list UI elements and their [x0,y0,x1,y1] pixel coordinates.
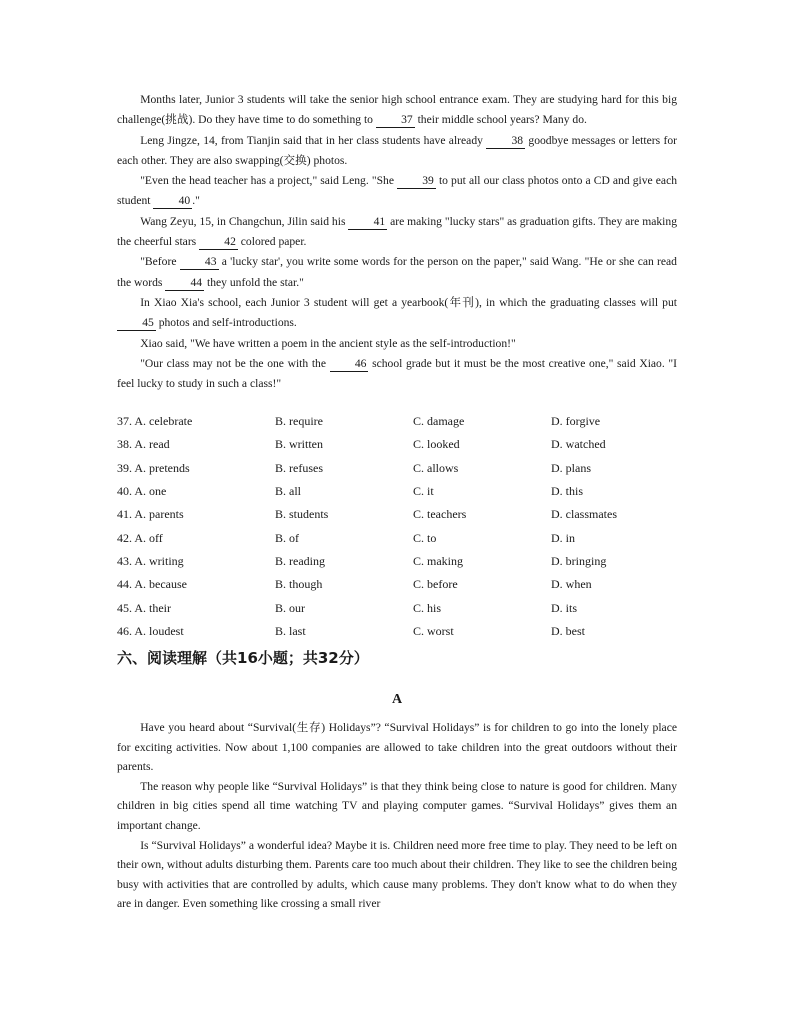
cloze-text: "Before [140,255,177,269]
cloze-paragraph-4 [117,212,677,253]
blank-46: 46 [330,357,369,372]
cloze-text: "Even the head teacher has a project," said Leng. "She [140,174,394,188]
option-d: D. in [551,530,575,545]
option-d: D. bringing [551,553,607,568]
option-row-45 [117,596,677,619]
option-c: C. to [413,530,437,545]
cloze-text: school grade but it must be the most creative one," said Xiao. "I feel lucky to study in such a class!" [117,356,677,391]
option-row-40 [117,480,677,503]
cloze-text: Xiao said, "We have written a poem in the ancient style as the self-introduction!" [140,336,516,350]
cloze-passage [117,90,677,394]
option-a: 45. A. their [117,600,171,615]
option-row-37 [117,410,677,433]
option-row-42 [117,526,677,549]
option-row-41 [117,503,677,526]
cloze-text: colored paper. [240,235,307,249]
option-c: C. allows [413,460,459,475]
option-c: C. looked [413,437,460,452]
option-row-38 [117,433,677,456]
option-a: 43. A. writing [117,553,184,568]
option-b: B. require [275,414,323,429]
option-b: B. reading [275,553,325,568]
cloze-paragraph-8 [117,354,677,395]
cloze-text: "Our class may not be the one with the [140,356,327,370]
option-a: 41. A. parents [117,507,184,522]
option-c: C. teachers [413,507,467,522]
blank-39: 39 [397,174,436,189]
blank-41: 41 [348,215,387,230]
option-a: 37. A. celebrate [117,414,193,429]
blank-37: 37 [376,113,415,128]
cloze-text: Wang Zeyu, 15, in Changchun, Jilin said his [140,214,346,228]
blank-45: 45 [117,316,156,331]
option-b: B. students [275,507,329,522]
cloze-paragraph-5 [117,252,677,293]
option-d: D. when [551,577,592,592]
option-row-43 [117,550,677,573]
option-row-44 [117,573,677,596]
cloze-paragraph-7 [117,334,677,354]
option-d: D. forgive [551,414,601,429]
option-a: 42. A. off [117,530,163,545]
reading-paragraph-3: Is “Survival Holidays” a wonderful idea? Maybe it is. Children need more free time to play. They need to be left on their own, without adults disturbing them. Parents care too much about their children. They like to see the children being busy with activities that are controlled by adults, which cause many problems. They don't know what to do when they are in danger. Even something like crossing a small river [117,838,678,911]
option-a: 39. A. pretends [117,460,190,475]
blank-40: 40 [153,194,192,209]
option-b: B. though [275,577,323,592]
option-b: B. written [275,437,323,452]
blank-38: 38 [486,134,525,149]
option-c: C. before [413,577,458,592]
option-row-39 [117,457,677,480]
cloze-text: are making "lucky stars" as graduation gifts. They are making the cheerful stars [117,214,677,249]
option-c: C. his [413,600,442,615]
option-d: D. best [551,623,585,638]
option-a: 40. A. one [117,484,167,499]
blank-44: 44 [165,276,204,291]
cloze-text: they unfold the star." [207,275,304,289]
reading-passage [117,718,677,914]
blank-43: 43 [180,255,219,270]
option-a: 44. A. because [117,577,187,592]
option-b: B. our [275,600,305,615]
cloze-text: Months later, Junior 3 students will take the senior high school entrance exam. They are studying hard for this big challenge(挑战). Do they have time to do something to [117,93,677,127]
blank-42: 42 [199,235,238,250]
cloze-text: photos and self-introductions. [158,316,297,330]
option-c: C. damage [413,414,465,429]
cloze-text: goodbye messages or letters for each other. They are also swapping(交换) photos. [117,133,677,167]
option-d: D. its [551,600,578,615]
option-a: 38. A. read [117,437,170,452]
option-d: D. watched [551,437,606,452]
cloze-text: ." [192,194,200,208]
cloze-paragraph-3 [117,171,677,212]
option-b: B. last [275,623,306,638]
option-d: D. this [551,484,584,499]
cloze-text: a 'lucky star', you write some words for the person on the paper," said Wang. "He or she can read the words [117,255,677,289]
option-c: C. making [413,553,463,568]
cloze-paragraph-2 [117,131,677,172]
cloze-text: Leng Jingze, 14, from Tianjin said that in her class students have already [140,133,483,147]
cloze-paragraph-6 [117,293,677,334]
option-b: B. refuses [275,460,323,475]
option-d: D. classmates [551,507,617,522]
section-heading: 六、阅读理解（共16小题；共32分） [117,649,369,667]
option-c: C. it [413,484,434,499]
cloze-text: their middle school years? Many do. [417,113,587,127]
cloze-text: to put all our class photos onto a CD and give each student [117,174,678,208]
reading-paragraph-1: Have you heard about “Survival(生存) Holidays”? “Survival Holidays” is for children to go into the lonely place for exciting activities. Now about 1,100 companies are allowed to take children into the great outdoors without their parents. [117,721,677,774]
option-c: C. worst [413,623,454,638]
answer-options [117,410,677,643]
part-letter: A [391,692,403,707]
option-b: B. all [275,484,301,499]
reading-paragraph-2: The reason why people like “Survival Holidays” is that they think being close to nature is good for children. Many children in big cities spend all time watching TV and playing computer games. “Survival Holidays” gives them an important change. [117,779,677,832]
cloze-paragraph-1 [117,90,677,131]
option-row-46 [117,620,677,643]
option-a: 46. A. loudest [117,623,184,638]
option-d: D. plans [551,460,591,475]
cloze-text: In Xiao Xia's school, each Junior 3 student will get a yearbook(年刊), in which the graduating classes will put [140,295,677,309]
option-b: B. of [275,530,299,545]
